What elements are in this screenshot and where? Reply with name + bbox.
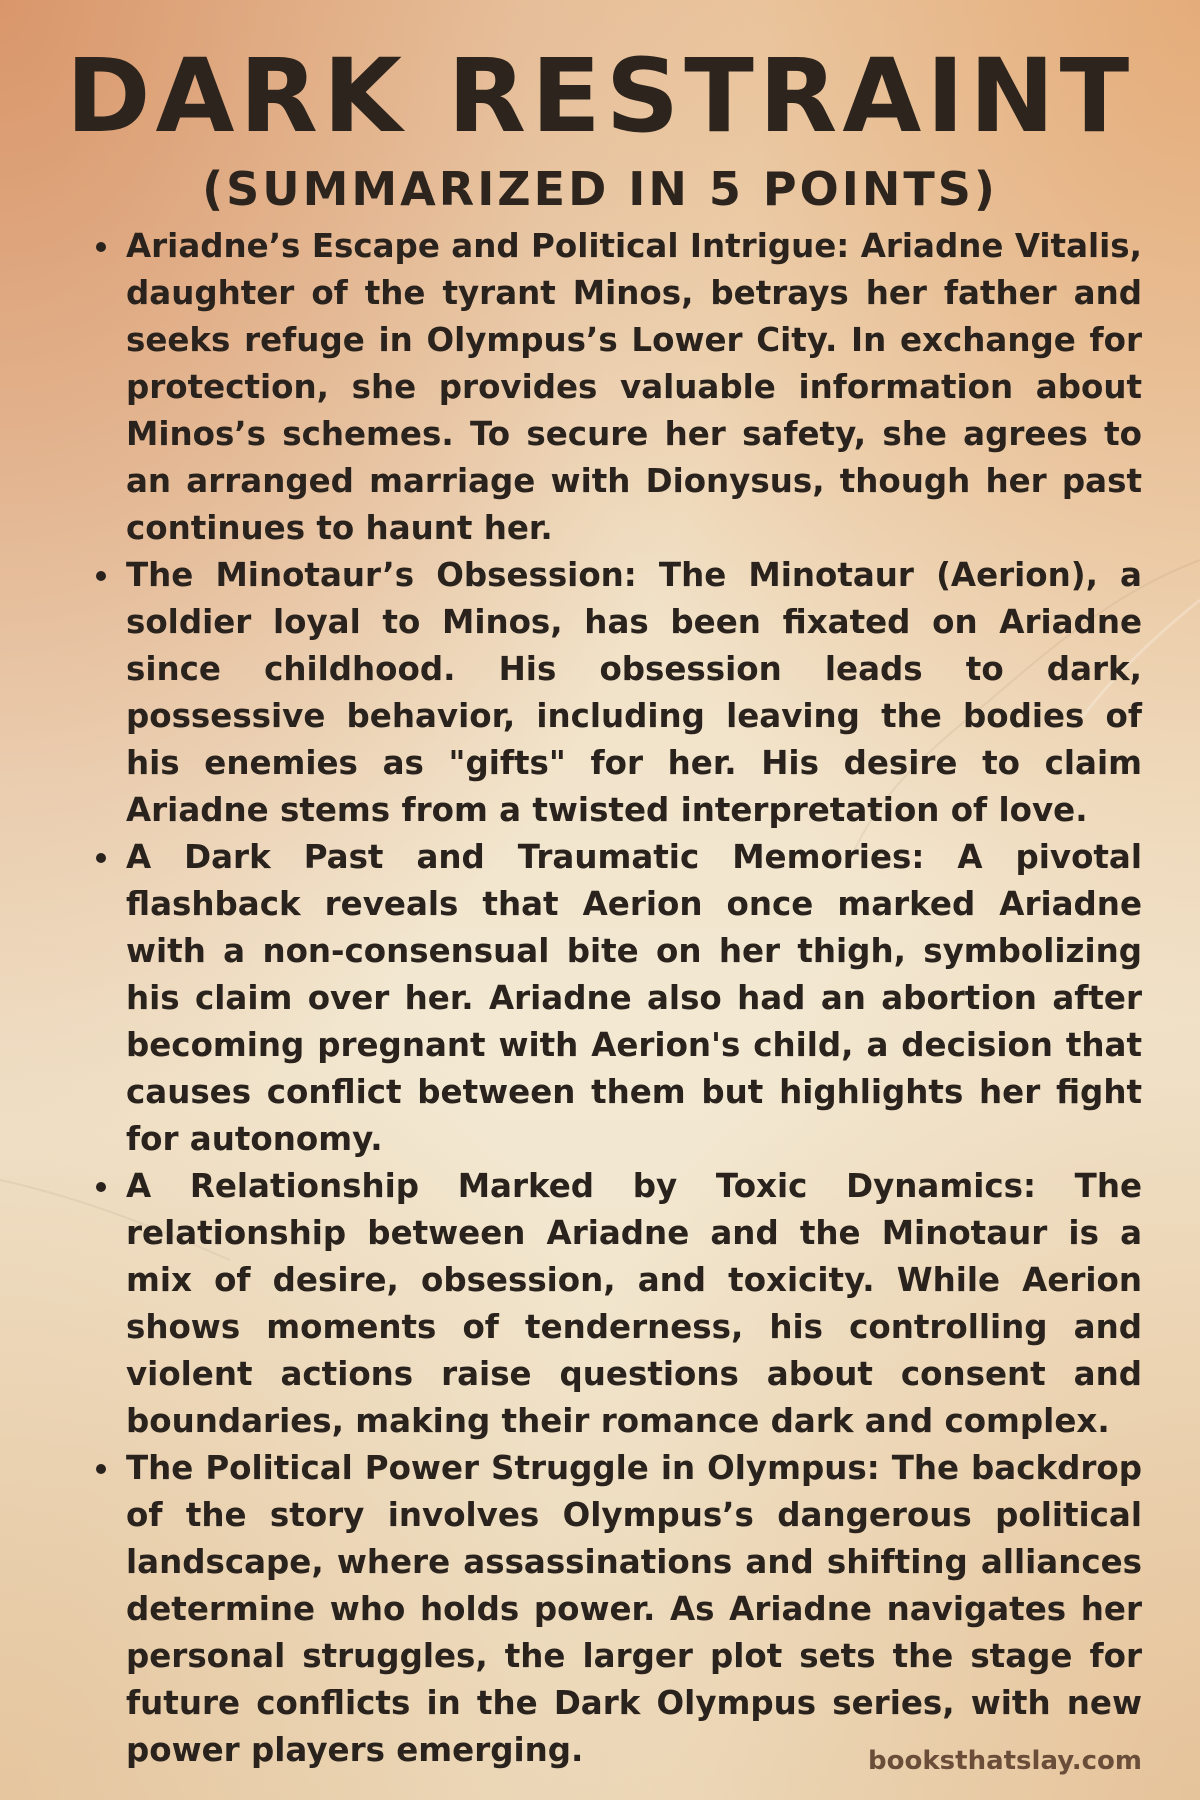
summary-point — [86, 1163, 1142, 1445]
summary-point — [86, 552, 1142, 834]
header — [0, 38, 1200, 218]
site-watermark: booksthatslay.com — [868, 1746, 1142, 1776]
summary-point-text: Ariadne’s Escape and Political Intrigue: Ariadne Vitalis, daughter of the tyrant Minos, betrays her father and seeks refuge in Olympus’s Lower City. In exchange for protection, she provides valuable information about Minos’s schemes. To secure her safety, she agrees to an arranged marriage with Dionysus, though her past continues to haunt her. — [126, 227, 1142, 547]
summary-point-text: A Relationship Marked by Toxic Dynamics: The relationship between Ariadne and the Minotaur is a mix of desire, obsession, and toxicity. While Aerion shows moments of tenderness, his controlling and violent actions raise questions about consent and boundaries, making their romance dark and complex. — [126, 1167, 1142, 1440]
bullet-icon — [96, 1464, 106, 1474]
summary-points-list — [86, 223, 1142, 1774]
summary-point-text: A Dark Past and Traumatic Memories: A pivotal flashback reveals that Aerion once marked Ariadne with a non-consensual bite on her thigh, symbolizing his claim over her. Ariadne also had an abortion after becoming pregnant with Aerion's child, a decision that causes conflict between them but highlights her fight for autonomy. — [126, 838, 1142, 1158]
summary-point — [86, 1445, 1142, 1774]
summary-point — [86, 834, 1142, 1163]
bullet-icon — [96, 242, 106, 252]
summary-point — [86, 223, 1142, 552]
page-title: DARK RESTRAINT — [65, 37, 1135, 156]
bullet-icon — [96, 571, 106, 581]
bullet-icon — [96, 1182, 106, 1192]
summary-point-text: The Minotaur’s Obsession: The Minotaur (Aerion), a soldier loyal to Minos, has been fixated on Ariadne since childhood. His obsession leads to dark, possessive behavior, including leaving the bodies of his enemies as "gifts" for her. His desire to claim Ariadne stems from a twisted interpretation of love. — [126, 556, 1142, 829]
bullet-icon — [96, 853, 106, 863]
page-subtitle: (SUMMARIZED IN 5 POINTS) — [202, 162, 998, 216]
summary-point-text: The Political Power Struggle in Olympus: The backdrop of the story involves Olympus’s dangerous political landscape, where assassinations and shifting alliances determine who holds power. As Ariadne navigates her personal struggles, the larger plot sets the stage for future conflicts in the Dark Olympus series, with new power players emerging. — [126, 1449, 1142, 1769]
